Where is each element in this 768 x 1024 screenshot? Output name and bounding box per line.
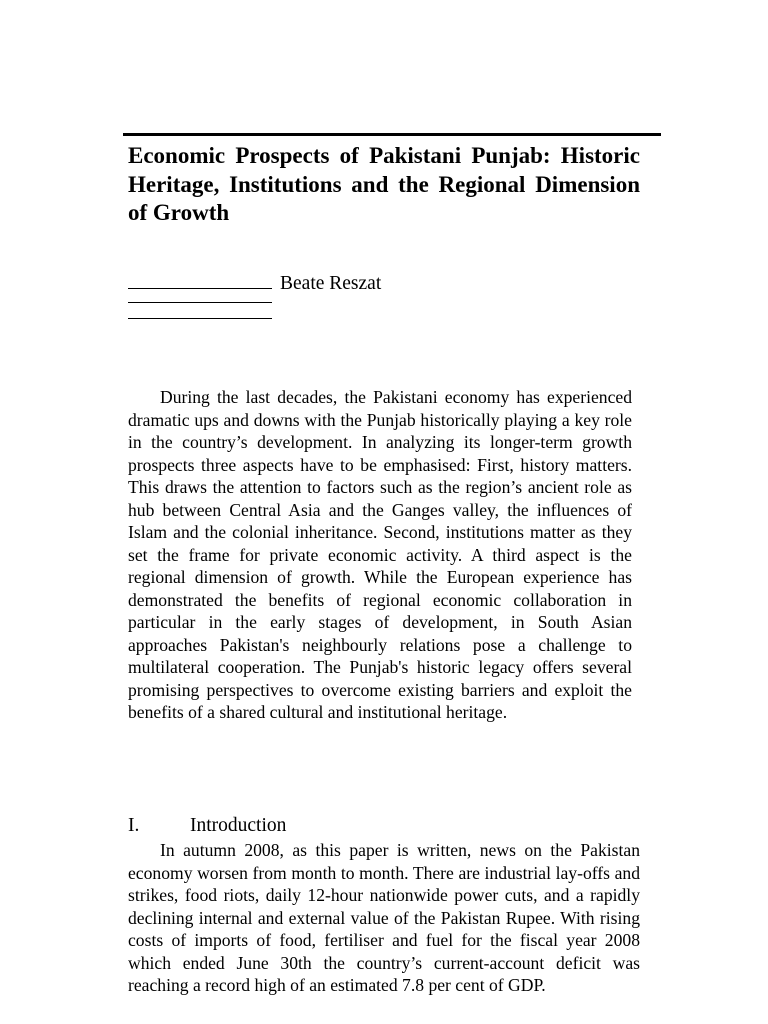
paper-title: Economic Prospects of Pakistani Punjab: Historic Heritage, Institutions and the Regional Dimension of Growth [128, 143, 640, 225]
section-title: Introduction [190, 815, 287, 836]
author-rule-2 [128, 302, 272, 303]
title-top-rule [123, 133, 661, 136]
introduction-paragraph: In autumn 2008, as this paper is written, news on the Pakistan economy worsen from month to month. There are industrial lay-offs and strikes, food riots, daily 12-hour nationwide power cuts, and a rapidly declining internal and external value of the Pakistan Rupee. With rising costs of imports of food, fertiliser and fuel for the fiscal year 2008 which ended June 30th the country’s current-account deficit was reaching a record high of an estimated 7.8 per cent of GDP. [128, 840, 640, 995]
abstract-paragraph: During the last decades, the Pakistani economy has experienced dramatic ups and downs with the Punjab historically playing a key role in the country’s development. In analyzing its longer-term growth prospects three aspects have to be emphasised: First, history matters. This draws the attention to factors such as the region’s ancient role as hub between Central Asia and the Ganges valley, the influences of Islam and the colonial inheritance. Second, institutions matter as they set the frame for private economic activity. A third aspect is the regional dimension of growth. While the European experience has demonstrated the benefits of regional economic collaboration in particular in the early stages of development, in South Asian approaches Pakistan's neighbourly relations pose a challenge to multilateral cooperation. The Punjab's historic legacy offers several promising perspectives to overcome existing barriers and exploit the benefits of a shared cultural and institutional heritage. [128, 387, 632, 722]
author-rule-1 [128, 288, 272, 289]
author-rule-3 [128, 318, 272, 319]
section-number: I. [128, 815, 140, 836]
author-name: Beate Reszat [280, 273, 382, 294]
section-heading [128, 814, 286, 838]
